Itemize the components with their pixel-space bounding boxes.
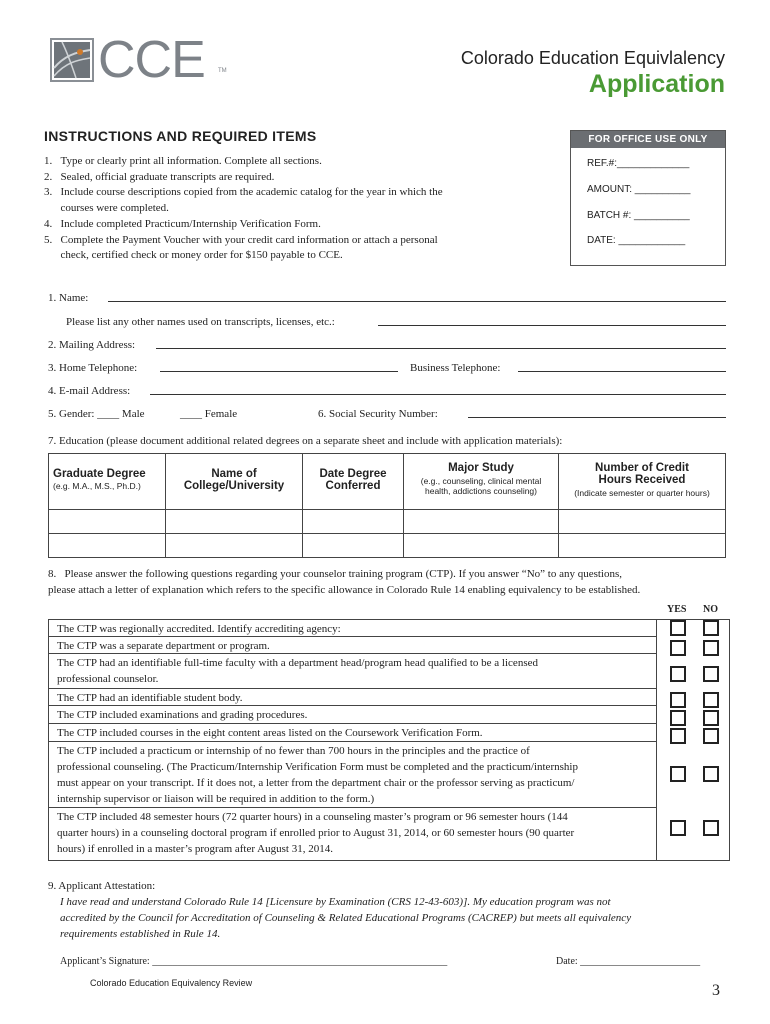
office-amount-field: AMOUNT: __________ (587, 184, 691, 195)
home-phone-input[interactable] (160, 371, 398, 372)
ctp-question: The CTP included courses in the eight content areas listed on the Coursework Verification Form. (49, 724, 657, 742)
ctp-intro (48, 566, 738, 598)
ctp-q8-yes-checkbox[interactable] (670, 820, 686, 836)
ctp-question-list (48, 619, 730, 861)
edu-col-major-sub-a: (e.g., counseling, clinical mental (420, 476, 542, 486)
ctp-q5-yes-checkbox[interactable] (670, 710, 686, 726)
no-column-header: NO (703, 604, 718, 615)
gender-female-label[interactable]: ____ Female (180, 408, 238, 420)
other-names-label: Please list any other names used on transcripts, licenses, etc.: (66, 316, 335, 328)
edu-col-college-title-b: College/University (183, 480, 285, 492)
ctp-q1-no-checkbox[interactable] (703, 620, 719, 636)
home-phone-label: 3. Home Telephone: (48, 362, 138, 374)
office-use-heading: FOR OFFICE USE ONLY (571, 131, 725, 148)
edu-col-major-title: Major Study (448, 462, 514, 474)
cce-logo-text: CCE (98, 31, 205, 89)
edu-col-major-header (404, 454, 559, 510)
edu-cell-hours[interactable] (559, 534, 726, 558)
other-names-input[interactable] (378, 325, 726, 326)
edu-col-date-header (303, 454, 404, 510)
gender-male-label[interactable]: 5. Gender: ____ Male (48, 408, 145, 420)
mailing-address-input[interactable] (156, 348, 726, 349)
office-batch-field: BATCH #: __________ (587, 210, 690, 221)
ctp-q2-no-checkbox[interactable] (703, 640, 719, 656)
instructions-list (44, 154, 524, 264)
edu-cell-college[interactable] (166, 510, 303, 534)
attestation-line: I have read and understand Colorado Rule 14 [Licensure by Examination (CRS 12-43-603)]. My education program was not (60, 896, 611, 908)
ssn-input[interactable] (468, 417, 726, 418)
edu-cell-college[interactable] (166, 534, 303, 558)
instructions-heading: INSTRUCTIONS AND REQUIRED ITEMS (44, 128, 317, 144)
edu-cell-date[interactable] (303, 510, 404, 534)
ctp-q6-no-checkbox[interactable] (703, 728, 719, 744)
ctp-q8-no-checkbox[interactable] (703, 820, 719, 836)
instruction-item: 3. Include course descriptions copied from the academic catalog for the year in which the (44, 186, 443, 199)
edu-cell-degree[interactable] (49, 534, 166, 558)
table-row (49, 534, 726, 558)
ctp-question: The CTP was regionally accredited. Identify accrediting agency: (49, 620, 657, 637)
instruction-item: courses were completed. (44, 202, 169, 215)
edu-col-college-title-a: Name of (211, 468, 257, 480)
ctp-question: The CTP was a separate department or program. (49, 637, 657, 654)
email-label: 4. E-mail Address: (48, 385, 131, 397)
edu-col-date-title-a: Date Degree (319, 468, 387, 480)
edu-col-major-sub-b: health, addictions counseling) (425, 486, 537, 496)
name-input[interactable] (108, 301, 726, 302)
edu-col-hours-header (559, 454, 726, 510)
edu-col-hours-title-b: Hours Received (598, 474, 686, 486)
ctp-q7-no-checkbox[interactable] (703, 766, 719, 782)
ctp-q3-no-checkbox[interactable] (703, 666, 719, 682)
cce-logo (50, 31, 230, 89)
edu-cell-degree[interactable] (49, 510, 166, 534)
edu-col-degree-sub: (e.g. M.A., M.S., Ph.D.) (53, 481, 141, 491)
edu-col-college-header (166, 454, 303, 510)
attestation-heading: 9. Applicant Attestation: (48, 880, 156, 892)
instruction-item: 2. Sealed, official graduate transcripts are required. (44, 170, 275, 183)
ctp-q3-yes-checkbox[interactable] (670, 666, 686, 682)
attestation-text (60, 894, 740, 942)
edu-col-date-title-b: Conferred (325, 480, 381, 492)
name-label: 1. Name: (48, 292, 89, 304)
ctp-q1-yes-checkbox[interactable] (670, 620, 686, 636)
edu-cell-major[interactable] (404, 534, 559, 558)
ctp-question: The CTP included a practicum or internship of no fewer than 700 hours in the principles and the practice of professional counseling. (The Practicum/Internship Verification Form must be completed and the practicum/internship must appear on your transcript. If it does not, a letter from the department chair or the professor serving as practicum/ internship supervisor or liaison will be required in addition to the form.) (49, 742, 657, 808)
ssn-label: 6. Social Security Number: (318, 408, 438, 420)
ctp-q4-yes-checkbox[interactable] (670, 692, 686, 708)
office-use-box (570, 130, 726, 266)
page-number: 3 (712, 982, 720, 999)
ctp-question: The CTP had an identifiable full-time faculty with a department head/program head qualified to be a licensed professional counselor. (49, 654, 657, 689)
business-phone-input[interactable] (518, 371, 726, 372)
business-phone-label: Business Telephone: (410, 362, 501, 374)
instruction-item: 4. Include completed Practicum/Internship Verification Form. (44, 217, 321, 230)
footer-title: Colorado Education Equivalency Review (90, 978, 253, 988)
education-label: 7. Education (please document additional related degrees on a separate sheet and include with application materials): (48, 435, 563, 447)
table-row (49, 510, 726, 534)
edu-col-hours-sub: (Indicate semester or quarter hours) (574, 488, 710, 498)
edu-col-hours-title-a: Number of Credit (595, 462, 689, 474)
cce-logo-emblem-icon (50, 38, 94, 82)
instruction-item: 1. Type or clearly print all information. Complete all sections. (44, 155, 322, 167)
edu-cell-date[interactable] (303, 534, 404, 558)
attestation-line: accredited by the Council for Accreditation of Counseling & Related Educational Programs (CACREP) but meets all equivalency (60, 912, 632, 924)
yes-column-header: YES (667, 604, 687, 615)
edu-cell-major[interactable] (404, 510, 559, 534)
ctp-q5-no-checkbox[interactable] (703, 710, 719, 726)
ctp-question: The CTP included 48 semester hours (72 quarter hours) in a counseling master’s program or 96 semester hours (144 quarter hours) in a counseling doctoral program if enrolled prior to August 31, 2014, or 60 semester hours (90 quarter hours) if enrolled in a master’s program after August 31, 2014. (49, 808, 657, 860)
form-subtitle: Application (588, 70, 725, 98)
signature-date-field[interactable]: Date: ________________________ (556, 956, 701, 967)
ctp-q2-yes-checkbox[interactable] (670, 640, 686, 656)
ctp-question: The CTP had an identifiable student body. (49, 689, 657, 706)
instruction-item: check, certified check or money order for $150 payable to CCE. (44, 249, 343, 262)
education-table (48, 453, 726, 558)
ctp-intro-line: 8. Please answer the following questions regarding your counselor training program (CTP). If you answer “No” to any questions, (48, 568, 623, 580)
edu-col-degree-title: Graduate Degree (53, 468, 146, 480)
edu-cell-hours[interactable] (559, 510, 726, 534)
attestation-line: requirements established in Rule 14. (60, 928, 221, 940)
ctp-question: The CTP included examinations and grading procedures. (49, 706, 657, 724)
edu-col-degree-header (49, 454, 166, 510)
signature-field[interactable]: Applicant’s Signature: ___________________________________________________________ (60, 956, 448, 967)
instruction-item: 5. Complete the Payment Voucher with your credit card information or attach a personal (44, 233, 438, 246)
ctp-q7-yes-checkbox[interactable] (670, 766, 686, 782)
ctp-q6-yes-checkbox[interactable] (670, 728, 686, 744)
form-title: Colorado Education Equivlalency (460, 48, 725, 68)
ctp-intro-line: please attach a letter of explanation which refers to the specific allowance in Colorado Rule 14 enabling equivalency to be established. (48, 584, 641, 596)
ctp-q4-no-checkbox[interactable] (703, 692, 719, 708)
cce-logo-trademark: TM (218, 68, 227, 74)
mailing-address-label: 2. Mailing Address: (48, 339, 136, 351)
office-date-field: DATE: ____________ (587, 235, 686, 246)
email-input[interactable] (150, 394, 726, 395)
office-ref-field: REF.#:_____________ (587, 158, 690, 169)
